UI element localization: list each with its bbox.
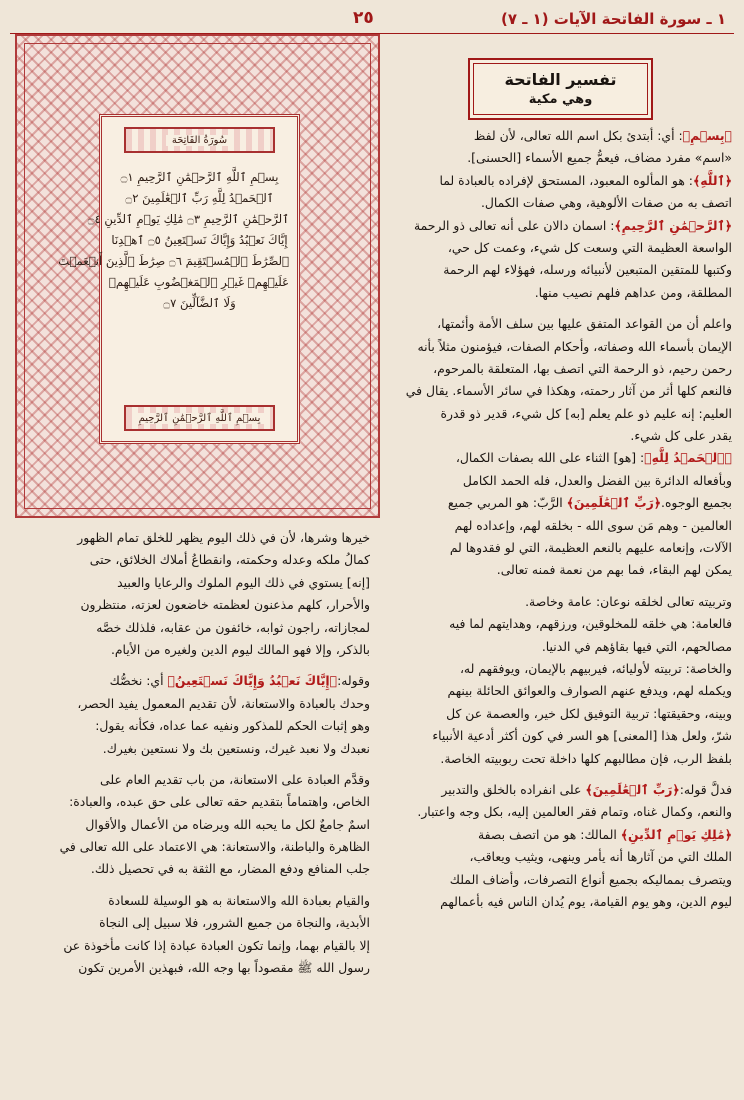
text-line	[13, 617, 370, 639]
commentary-text: فدلَّ قوله:	[679, 781, 732, 797]
commentary-text: رسول الله ﷺ مقصوداً بها وجه الله، فبهذين الأمرين تكون	[78, 960, 370, 976]
text-line	[13, 527, 370, 549]
quranic-term: ﴿ٱلۡحَمۡدُ لِلَّهِ﴾	[644, 450, 732, 466]
verse-line: بِسۡمِ ٱللَّهِ ٱلرَّحۡمَٰنِ ٱلرَّحِيمِ ۝١	[120, 170, 279, 184]
commentary-text: بالذكر، وإلا فهو المالك ليوم الدين ولغيره من الأيام.	[110, 641, 370, 657]
text-line	[402, 313, 732, 335]
page-number: ٢٥	[353, 8, 374, 28]
chapter-title: تفسير الفاتحة	[504, 70, 617, 89]
quranic-term: ﴿إِيَّاكَ نَعۡبُدُ وَإِيَّاكَ نَسۡتَعِينُ﴾	[167, 673, 338, 689]
commentary-text: مصالحهم، التي فيها بقاؤهم في الدنيا.	[541, 638, 732, 654]
text-line	[402, 470, 732, 492]
commentary-text: ويتصرف بمماليكه بجميع أنواع التصرفات، وأضاف الملك	[449, 871, 732, 887]
quranic-term: ﴿مَٰلِكِ يَوۡمِ ٱلدِّينِ﴾	[620, 826, 732, 842]
commentary-text: : أي: أبتدئ بكل اسم الله تعالى، لأن لفظ	[473, 128, 683, 143]
commentary-text: ليوم الدين، وهو يوم القيامة، يوم يُدان الناس فيه بأعمالهم	[440, 893, 732, 909]
commentary-text: بجميع الوجوه.	[661, 495, 732, 511]
commentary-text: ويكمله لهم، ويدفع عنهم الصوارف والعوائق الحائلة بينهم	[447, 683, 732, 699]
commentary-text: الأبدية، والنجاة من جميع الشرور، فلا سبيل إلى النجاة	[99, 915, 370, 931]
commentary-text: الرَّبّ: هو المربي جميع	[447, 495, 567, 511]
text-line	[13, 670, 370, 692]
text-line	[402, 447, 732, 469]
text-line	[13, 738, 370, 760]
quranic-term: ﴿ٱللَّهِ﴾	[692, 172, 732, 188]
text-line	[402, 869, 732, 891]
quranic-term: ﴿ٱلرَّحۡمَٰنِ ٱلرَّحِيمِ﴾	[614, 217, 732, 233]
commentary-text: الظاهرة والباطنة، والاستعانة: هي الاعتماد على الله تعالى في	[59, 839, 370, 855]
text-line	[402, 358, 732, 380]
commentary-text: شرّ، ولعل هذا [المعنى] هو السر في كون أكثر أدعية الأنبياء	[432, 728, 732, 744]
paragraph-gap	[13, 881, 370, 890]
text-line	[402, 824, 732, 846]
text-line	[402, 636, 732, 658]
commentary-text: «اسم» مفرد مضاف، فيعمُّ جميع الأسماء [الحسنى].	[467, 150, 732, 166]
commentary-text: رحمن رحيم، ذو الرحمة التي اتصف بها، المتعلقة بالمرحوم،	[433, 360, 732, 376]
running-title: ١ ـ سورة الفاتحة الآيات (١ ـ ٧)	[500, 10, 726, 28]
text-line	[13, 836, 370, 858]
text-line	[402, 680, 732, 702]
text-line	[402, 259, 732, 281]
text-line	[402, 380, 732, 402]
verse-line: ٱلرَّحۡمَٰنِ ٱلرَّحِيمِ ۝٣ مَٰلِكِ يَوۡمِ ٱلدِّينِ ۝٤	[87, 212, 289, 226]
text-line	[402, 492, 732, 514]
text-line	[402, 725, 732, 747]
chapter-title-box	[468, 58, 653, 120]
commentary-text: المطلقة، ومن عداهم فلهم نصيب منها.	[534, 284, 732, 300]
commentary-text: : هو المألوه المعبود، المستحق لإفراده بالعبادة لما	[439, 172, 693, 188]
commentary-text: الملك التي من آثارها أنه يأمر وينهى، ويثيب ويعاقب،	[469, 849, 732, 865]
text-line	[13, 572, 370, 594]
surah-panel	[58, 114, 300, 444]
text-line	[402, 282, 732, 304]
paragraph-gap	[402, 770, 732, 779]
commentary-text: اسمٌ جامعٌ لكل ما يحبه الله ويرضاه من الأعمال والأقوال	[85, 816, 370, 832]
page-header	[8, 8, 736, 34]
surah-verses	[58, 167, 289, 314]
text-line	[13, 912, 370, 934]
surah-name: سُورَةُ الفَاتِحَة	[166, 135, 233, 146]
commentary-text: على انفراده بالخلق والتدبير	[441, 781, 586, 797]
chapter-subtitle: وهي مكية	[528, 92, 593, 107]
left-text-column	[13, 527, 370, 979]
text-line	[402, 801, 732, 823]
paragraph-gap	[13, 760, 370, 769]
commentary-text: الواسعة العظيمة التي وسعت كل شيء، وعمت كل حي،	[447, 239, 732, 255]
text-line	[402, 703, 732, 725]
text-line	[13, 594, 370, 616]
text-line	[402, 613, 732, 635]
text-line	[13, 769, 370, 791]
text-line	[402, 215, 732, 237]
verse-line: ٱلصِّرَٰطَ ٱلۡمُسۡتَقِيمَ ۝٦ صِرَٰطَ ٱلَّذِينَ أَنۡعَمۡتَ	[58, 254, 289, 268]
text-line	[13, 890, 370, 912]
text-line	[13, 957, 370, 979]
surah-name-band	[124, 127, 275, 153]
text-line	[402, 170, 732, 192]
commentary-text: كمالُ ملكه وعدله وحكمته، وانقطاعُ أملاك الخلائق، حتى	[89, 552, 370, 568]
text-line	[402, 125, 732, 147]
commentary-text: لمجازاته، راجون ثوابه، خائفون من عقابه، فلذلك خصَّه	[96, 619, 370, 635]
commentary-text: وبينه، وحقيقتها: تربية التوفيق لكل خير، والعصمة عن كل	[446, 705, 732, 721]
paragraph-gap	[13, 661, 370, 670]
commentary-text: : اسمان دالان على أنه تعالى ذو الرحمة	[413, 217, 615, 233]
text-line	[13, 935, 370, 957]
verse-line: ٱلۡحَمۡدُ لِلَّهِ رَبِّ ٱلۡعَٰلَمِينَ ۝٢	[125, 191, 274, 205]
text-line	[402, 192, 732, 214]
text-line	[402, 591, 732, 613]
text-line	[402, 147, 732, 169]
commentary-text: بلفظ الرب، فإن مطالبهم كلها داخلة تحت ربوبيته الخاصة.	[440, 750, 732, 766]
basmala-text: بِسۡمِ ٱللَّهِ ٱلرَّحۡمَٰنِ ٱلرَّحِيمِ	[133, 413, 267, 424]
commentary-text: الآلات، وإنعامه عليهم بالنعم العظيمة، التي لو فقدوها لم	[449, 540, 732, 556]
text-line	[13, 549, 370, 571]
verse-line: عَلَيۡهِمۡ غَيۡرِ ٱلۡمَغۡضُوبِ عَلَيۡهِمۡ	[108, 275, 289, 289]
commentary-text: فالعامة: هي خلقه للمخلوقين، ورزقهم، وهدايتهم لما فيه	[449, 616, 732, 632]
commentary-text: والنعم، وكمال غناه، وتمام فقر العالمين إليه، بكل وجه واعتبار.	[417, 804, 732, 820]
text-line	[402, 779, 732, 801]
commentary-text: واعلم أن من القواعد المتفق عليها بين سلف الأمة وأئمتها،	[437, 316, 732, 332]
commentary-text: المالك: هو من اتصف بصفة	[477, 826, 621, 842]
text-line	[402, 336, 732, 358]
commentary-text: اتصف به من صفات الألوهية، وهي صفات الكمال.	[480, 195, 732, 211]
commentary-text: والخاصة: تربيته لأوليائه، فيربيهم بالإيمان، ويوفقهم له،	[459, 660, 732, 676]
commentary-text: خيرها وشرها، لأن في ذلك اليوم يظهر للخلق تمام الظهور	[77, 530, 370, 545]
commentary-text: وهو إثبات الحكم للمذكور ونفيه عما عداه، فكأنه يقول:	[95, 718, 370, 734]
text-line	[13, 639, 370, 661]
quranic-term: ﴿رَبِّ ٱلۡعَٰلَمِينَ﴾	[566, 495, 661, 511]
text-line	[402, 425, 732, 447]
commentary-text: يمكن لهم البقاء، فما بهم من نعمة فمنه تعالى.	[496, 562, 732, 578]
right-text-column	[402, 125, 732, 913]
paragraph-gap	[402, 582, 732, 591]
commentary-text: وحدك بالعبادة والاستعانة، لأن تقديم المعمول يفيد الحصر،	[77, 695, 370, 711]
paragraph-gap	[402, 304, 732, 313]
text-line	[402, 846, 732, 868]
text-line	[402, 658, 732, 680]
basmala-band	[124, 405, 275, 431]
text-line	[13, 715, 370, 737]
commentary-text: : [هو] الثناء على الله بصفات الكمال،	[455, 450, 645, 466]
ornamental-frame	[15, 34, 380, 518]
text-line	[402, 237, 732, 259]
text-line	[402, 891, 732, 913]
quranic-term: ﴿رَبِّ ٱلۡعَٰلَمِينَ﴾	[585, 781, 680, 797]
commentary-text: والقيام بعبادة الله والاستعانة به هو الوسيلة للسعادة	[108, 892, 370, 908]
text-line	[402, 537, 732, 559]
text-line	[13, 858, 370, 880]
commentary-text: وكتبها للمتقين المتبعين لأنبيائه ورسله، فهؤلاء لهم الرحمة	[443, 262, 732, 278]
commentary-text: والأحرار، كلهم مذعنون لعظمته خاضعون لعزته، منتظرون	[80, 597, 370, 613]
commentary-text: العالمين - وهم مَن سوى الله - بخلقه لهم، وإعداده لهم	[454, 517, 732, 533]
commentary-text: الإيمان بأسماء الله وصفاته، وأحكام الصفات، فيؤمنون مثلاً بأنه	[417, 338, 732, 354]
commentary-text: وقوله:	[337, 673, 370, 689]
text-line	[13, 791, 370, 813]
verse-line: إِيَّاكَ نَعۡبُدُ وَإِيَّاكَ نَسۡتَعِينُ ۝٥ ٱهۡدِنَا	[111, 233, 288, 247]
commentary-text: نعبدك ولا نعبد غيرك، ونستعين بك ولا نستعين بغيرك.	[102, 740, 370, 756]
verse-line: وَلَا ٱلضَّآلِّينَ ۝٧	[163, 296, 236, 310]
text-line	[402, 748, 732, 770]
commentary-text: الخاص، واهتماماً بتقديم حقه تعالى على حق عبده، والعبادة:	[69, 794, 370, 810]
commentary-text: وبأفعاله الدائرة بين الفضل والعدل، فله الحمد الكامل	[462, 472, 732, 488]
text-line	[402, 403, 732, 425]
commentary-text: فالنعم كلها أثر من آثار رحمته، وهكذا في سائر الأسماء. يقال في	[405, 383, 732, 399]
text-line	[402, 515, 732, 537]
commentary-text: [إنه] يستوي في ذلك اليوم الملوك والرعايا والعبيد	[117, 574, 370, 590]
commentary-text: يقدر على كل شيء.	[630, 428, 732, 444]
commentary-text: أي: نخصُّك	[109, 673, 168, 689]
commentary-text: العليم: إنه عليم ذو علم يعلم [به] كل شيء، قدير ذو قدرة	[440, 405, 732, 421]
commentary-text: وتربيته تعالى لخلقه نوعان: عامة وخاصة.	[525, 593, 732, 609]
commentary-text: وقدَّم العبادة على الاستعانة، من باب تقديم العام على	[100, 771, 370, 787]
text-line	[13, 814, 370, 836]
text-line	[402, 559, 732, 581]
quranic-term: ﴿بِسۡمِ﴾	[682, 128, 732, 143]
commentary-text: إلا بالقيام بهما، وإنما تكون العبادة عبادة إذا كانت مأخوذة عن	[63, 937, 370, 953]
text-line	[13, 693, 370, 715]
commentary-text: جلب المنافع ودفع المضار، مع الثقة به في تحصيل ذلك.	[90, 861, 370, 877]
